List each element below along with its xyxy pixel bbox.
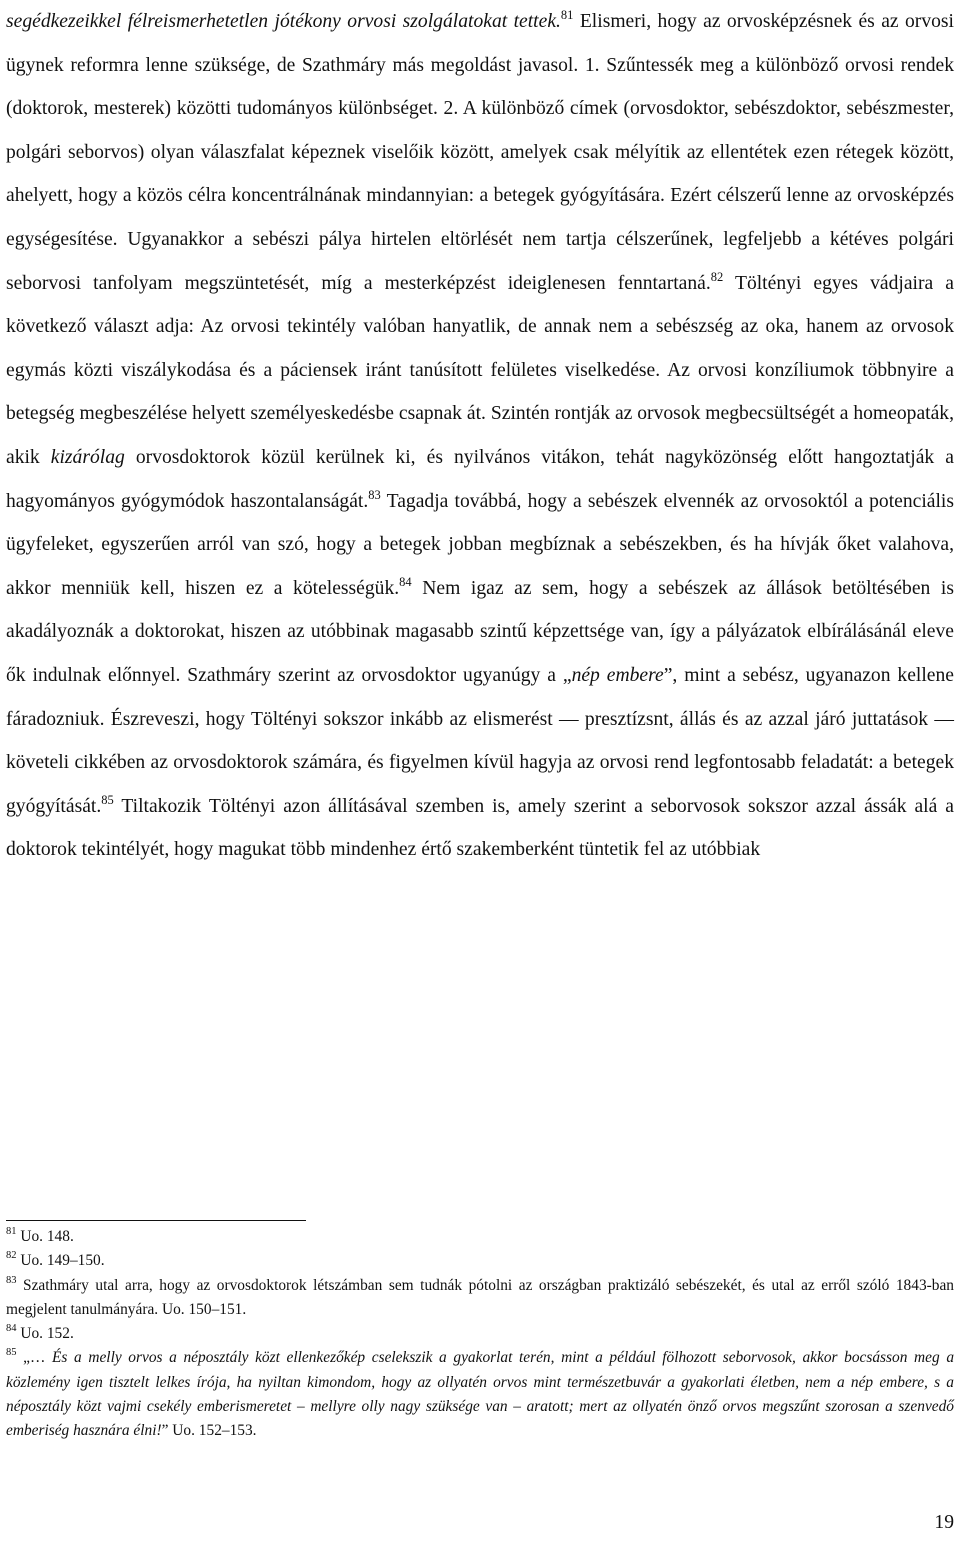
body-text: orvosdoktorok közül kerülnek ki, és nyilvános vitákon, tehát nagyközönség előtt hangoztatják a hagyományos gyógymódok haszontalanságát. — [6, 446, 954, 512]
footnote-number: 83 — [6, 1274, 17, 1286]
footnote-number: 84 — [6, 1323, 17, 1335]
footnote-text: Uo. 149–150. — [16, 1252, 105, 1270]
body-text: Elismeri, hogy az orvosképzésnek és az orvosi ügynek reformra lenne szüksége, de Szathmáry más megoldást javasol. 1. Szűntessék meg a különböző orvosi rendek (doktorok, mesterek) közötti tudományos különbséget. 2. A különböző címek (orvosdoktor, sebészdoktor, sebészmester, polgári seborvos) olyan válaszfalat képeznek viselőik között, amelyek csak mélyítik az ellentétek ezen rétegek között, ahelyett, hogy a közös célra koncentrálnának mindannyian: a betegek gyógyítására. Ezért célszerű lenne az orvosképzés egységesítése. Ugyanakkor a sebészi pálya hirtelen eltörlését nem tartja célszerűnek, legfeljebb a kétéves polgári seborvosi tanfolyam megszüntetését, míg a mesterképzést ideiglenesen fenntartaná. — [6, 11, 954, 294]
italic-quote: segédkezeikkel félreismerhetetlen jótékony orvosi szolgálatokat tettek. — [6, 11, 561, 32]
footnote-number: 82 — [6, 1250, 17, 1262]
footnote-81 — [6, 1225, 954, 1249]
page-number: 19 — [934, 1512, 954, 1533]
footnote-separator — [6, 1220, 306, 1221]
main-text — [6, 0, 954, 872]
italic-word: kizárólag — [50, 446, 125, 468]
body-paragraph — [6, 0, 954, 872]
body-text: Töltényi egyes vádjaira a következő választ adja: Az orvosi tekintély valóban hanyatlik, de annak nem a sebészség az oka, hanem az orvosok egymás közti viszálykodása és a páciensek iránt tanúsított felületes viselkedése. Az orvosi konzíliumok többnyire a betegség megbeszélése helyett személyeskedésbe csapnak át. Szintén rontják az orvosok megbecsültségét a homeopaták, akik — [6, 272, 954, 468]
footnote-text: Szathmáry utal arra, hogy az orvosdoktorok létszámban sem tudnák pótolni az országban praktizáló sebészekét, és utal az erről szóló 1843-ban megjelent tanulmányára. Uo. 150–151. — [6, 1276, 954, 1318]
body-text: ”, mint a sebész, ugyanazon kellene fáradozniuk. Észreveszi, hogy Töltényi sokszor inkább az elismerést — presztízsnt, állás és az azzal járó juttatások — követeli cikkében az orvosdoktorok számára, és figyelmen kívül hagyja az orvosi rend legfontosabb feladatát: a betegek gyógyítását. — [6, 664, 954, 817]
footnote-82 — [6, 1249, 954, 1273]
italic-phrase: nép embere — [571, 664, 664, 686]
footnote-number: 85 — [6, 1347, 17, 1359]
quote-open: „… — [16, 1349, 52, 1367]
footnotes — [6, 1225, 954, 1444]
quote-close: ” — [161, 1422, 169, 1440]
footnote-83 — [6, 1274, 954, 1323]
footnote-ref-85[interactable]: 85 — [101, 792, 114, 807]
footnote-ref-84[interactable]: 84 — [399, 574, 412, 589]
body-text: Nem igaz az sem, hogy a sebészek az állások betöltésében is akadályoznák a doktorokat, hiszen az utóbbinak magasabb szintű képzettsége van, így a pályázatok elbírálásánál eleve ők indulnak előnnyel. Szathmáry szerint az orvosdoktor ugyanúgy a „ — [6, 577, 954, 686]
footnote-ref-82[interactable]: 82 — [710, 269, 724, 284]
footnote-ref-81[interactable]: 81 — [560, 8, 574, 22]
footnote-text: Uo. 148. — [16, 1228, 74, 1245]
body-text: Tagadja továbbá, hogy a sebészek elvennék az orvosoktól a potenciális ügyfeleket, egyszerűen arról van szó, hogy a betegek jobban megbíznak a sebészekben, és ha hívják őket valahova, akkor menniük kell, hiszen ez a kötelességük. — [6, 490, 954, 599]
footnote-quote: És a melly orvos a néposztály közt ellenkezőkép cselekszik a gyakorlat terén, mint a például fölhozott seborvosok, akkor bocsásson meg a közlemény igen tisztelt lelkes írója, ha nyiltan kimondom, hogy az ollyatén orvos mint természetbuvár a gyakorlati életben, nem a nép embere, s a néposztály közt vajmi csekély emberismeretet – mellyre olly nagy szüksége van – aratott; mert az ollyatén önző orvos megszűnt szorosan a szenvedő emberiség hasznára élni! — [6, 1349, 955, 1440]
footnote-text: Uo. 152–153. — [168, 1422, 257, 1440]
footnote-84 — [6, 1322, 954, 1346]
footnote-number: 81 — [6, 1226, 17, 1237]
footnote-text: Uo. 152. — [16, 1325, 74, 1343]
footnote-85 — [6, 1346, 954, 1443]
body-text: Tiltakozik Töltényi azon állításával szemben is, amely szerint a seborvosok sokszor azzal ássák alá a doktorok tekintélyét, hogy magukat több mindenhez értő szakemberként tüntetik fel az utóbbiak — [6, 795, 954, 861]
footnote-ref-83[interactable]: 83 — [368, 487, 381, 502]
